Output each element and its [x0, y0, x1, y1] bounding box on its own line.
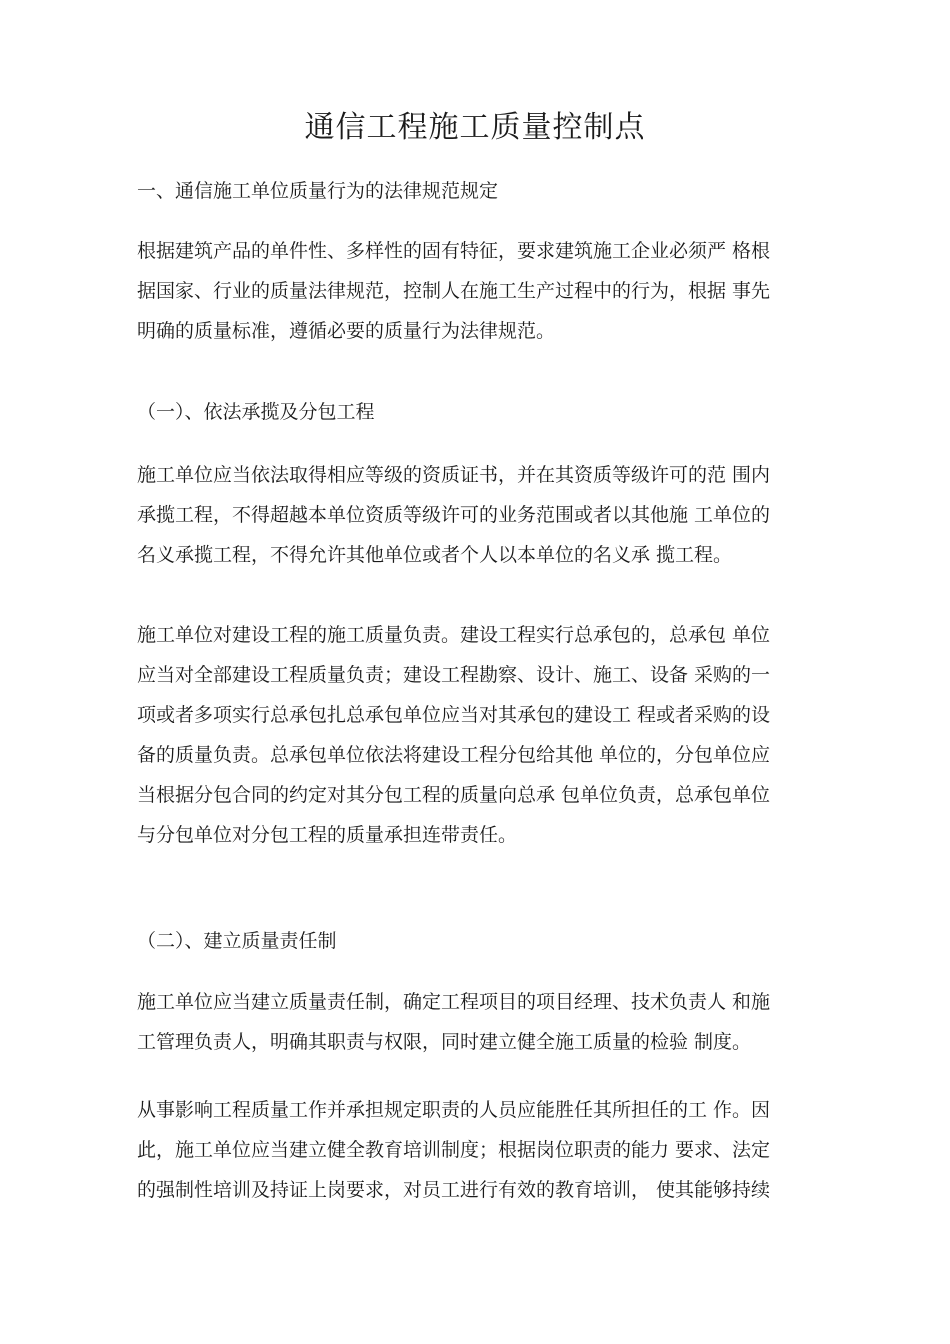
subsection-heading-1: （一）、依法承揽及分包工程	[137, 401, 375, 423]
paragraph-1	[137, 231, 827, 351]
paragraph-line: 当根据分包合同的约定对其分包工程的质量向总承 包单位负责，总承包单位	[137, 784, 771, 806]
paragraph-2	[137, 455, 827, 575]
paragraph-line: 据国家、行业的质量法律规范，控制人在施工生产过程中的行为，根据 事先	[137, 280, 771, 302]
paragraph-3	[137, 615, 827, 855]
document-title: 通信工程施工质量控制点	[304, 110, 646, 145]
paragraph-line: 明确的质量标准，遵循必要的质量行为法律规范。	[137, 320, 556, 342]
paragraph-line: 施工单位应当依法取得相应等级的资质证书，并在其资质等级许可的范 围内	[137, 464, 771, 486]
paragraph-line: 施工单位应当建立质量责任制，确定工程项目的项目经理、技术负责人 和施	[137, 991, 771, 1013]
subsection-heading-2: （二）、建立质量责任制	[137, 930, 337, 952]
paragraph-line: 名义承揽工程，不得允许其他单位或者个人以本单位的名义承 揽工程。	[137, 544, 733, 566]
paragraph-line: 备的质量负责。总承包单位依法将建设工程分包给其他 单位的，分包单位应	[137, 744, 771, 766]
paragraph-line: 施工单位对建设工程的施工质量负责。建设工程实行总承包的，总承包 单位	[137, 624, 771, 646]
paragraph-line: 根据建筑产品的单件性、多样性的固有特征，要求建筑施工企业必须严 格根	[137, 240, 771, 262]
paragraph-4	[137, 982, 827, 1062]
paragraph-line: 承揽工程，不得超越本单位资质等级许可的业务范围或者以其他施 工单位的	[137, 504, 771, 526]
paragraph-5	[137, 1090, 827, 1210]
paragraph-line: 此，施工单位应当建立健全教育培训制度；根据岗位职责的能力 要求、法定	[137, 1139, 771, 1161]
paragraph-line: 项或者多项实行总承包扎总承包单位应当对其承包的建设工 程或者采购的设	[137, 704, 771, 726]
paragraph-line: 与分包单位对分包工程的质量承担连带责任。	[137, 824, 518, 846]
paragraph-line: 从事影响工程质量工作并承担规定职责的人员应能胜任其所担任的工 作。因	[137, 1099, 771, 1121]
section-heading-1: 一、通信施工单位质量行为的法律规范规定	[137, 180, 499, 202]
paragraph-line: 的强制性培训及持证上岗要求，对员工进行有效的教育培训， 使其能够持续	[137, 1179, 771, 1201]
paragraph-line: 工管理负责人，明确其职责与权限，同时建立健全施工质量的检验 制度。	[137, 1031, 752, 1053]
paragraph-line: 应当对全部建设工程质量负责；建设工程勘察、设计、施工、设备 采购的一	[137, 664, 771, 686]
